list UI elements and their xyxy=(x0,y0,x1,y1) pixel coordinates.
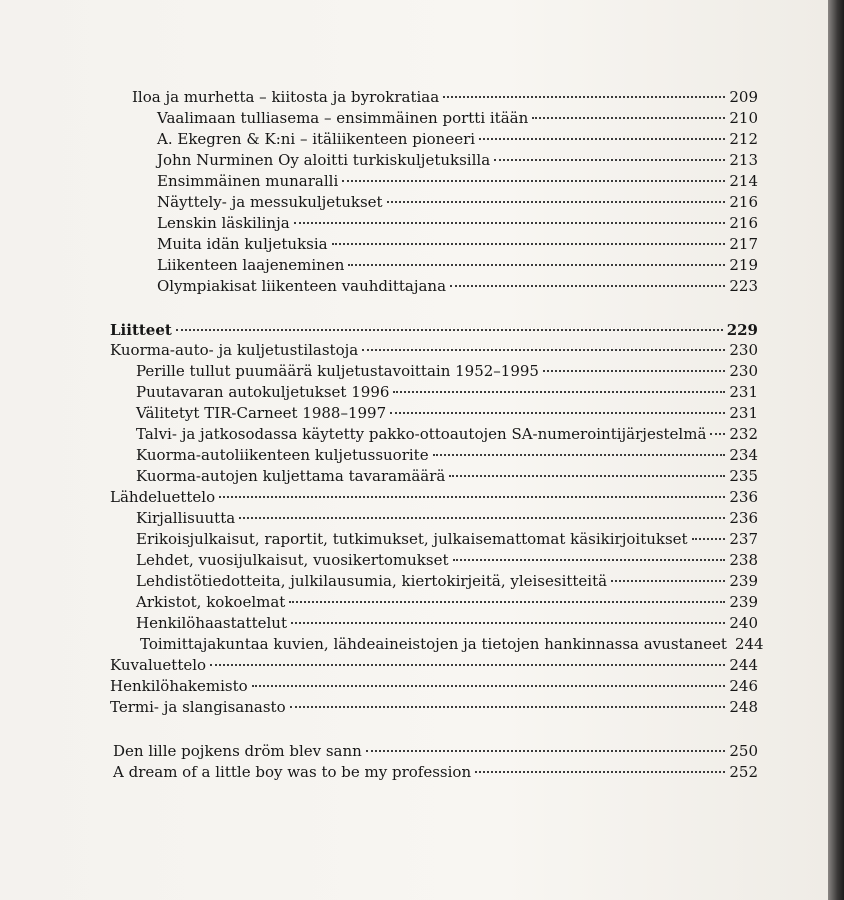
book-spine-edge xyxy=(828,0,844,900)
toc-entry[interactable] xyxy=(110,655,758,675)
toc-entry-page: 223 xyxy=(729,277,758,295)
toc-subentry[interactable] xyxy=(157,213,758,233)
toc-entry-page: 252 xyxy=(729,763,758,781)
toc-entry-page: 210 xyxy=(729,109,758,127)
toc-entry-title: Kirjallisuutta xyxy=(136,509,236,527)
toc-entry[interactable] xyxy=(110,340,758,360)
toc-entry-page: 231 xyxy=(729,404,758,422)
toc-entry[interactable] xyxy=(113,741,758,761)
toc-entry-page: 229 xyxy=(726,321,758,339)
toc-subentry[interactable] xyxy=(136,403,758,423)
toc-entry-title: Arkistot, kokoelmat xyxy=(136,593,286,611)
toc-entry-title: Kuvaluettelo xyxy=(110,656,207,674)
toc-entry-page: 236 xyxy=(729,509,758,527)
toc-subentry[interactable] xyxy=(157,171,758,191)
toc-subentry[interactable] xyxy=(157,150,758,170)
dot-leader xyxy=(362,349,725,351)
toc-entry-title: Lenskin läskilinja xyxy=(157,214,290,232)
toc-entry-page: 235 xyxy=(729,467,758,485)
toc-entry-page: 232 xyxy=(729,425,758,443)
toc-subentry[interactable] xyxy=(140,634,764,654)
toc-entry[interactable] xyxy=(132,87,758,107)
toc-appendix-heading[interactable] xyxy=(110,320,758,340)
dot-leader xyxy=(393,391,725,393)
toc-entry-page: 230 xyxy=(729,341,758,359)
toc-entry-page: 217 xyxy=(729,235,758,253)
toc-entry-title: Puutavaran autokuljetukset 1996 xyxy=(136,383,390,401)
toc-entry-title: Termi- ja slangisanasto xyxy=(110,698,286,716)
toc-entry[interactable] xyxy=(110,487,758,507)
toc-subentry[interactable] xyxy=(136,424,758,444)
dot-leader xyxy=(543,370,725,372)
toc-subentry[interactable] xyxy=(136,571,758,591)
toc-entry-title: Liikenteen laajeneminen xyxy=(157,256,345,274)
toc-entry-page: 239 xyxy=(729,593,758,611)
toc-entry[interactable] xyxy=(113,762,758,782)
dot-leader xyxy=(433,454,726,456)
toc-entry-title: Perille tullut puumäärä kuljetustavoittain 1952–1995 xyxy=(136,362,539,380)
dot-leader xyxy=(390,412,725,414)
toc-entry-page: 248 xyxy=(729,698,758,716)
toc-entry-page: 230 xyxy=(729,362,758,380)
dot-leader xyxy=(453,559,726,561)
toc-entry-page: 234 xyxy=(729,446,758,464)
toc-entry-page: 216 xyxy=(729,193,758,211)
toc-entry-title: Den lille pojkens dröm blev sann xyxy=(113,742,362,760)
toc-entry-page: 231 xyxy=(729,383,758,401)
toc-subentry[interactable] xyxy=(157,108,758,128)
dot-leader xyxy=(494,159,725,161)
toc-entry-page: 213 xyxy=(729,151,758,169)
dot-leader xyxy=(692,538,726,540)
dot-leader xyxy=(532,117,725,119)
toc-subentry[interactable] xyxy=(136,592,758,612)
toc-entry-title: Lähdeluettelo xyxy=(110,488,216,506)
toc-entry-title: Olympiakisat liikenteen vauhdittajana xyxy=(157,277,447,295)
toc-entry-title: Kuorma-autojen kuljettama tavaramäärä xyxy=(136,467,446,485)
toc-entry-title: Ensimmäinen munaralli xyxy=(157,172,339,190)
toc-entry-title: A dream of a little boy was to be my profession xyxy=(113,763,472,781)
toc-entry-page: 209 xyxy=(729,88,758,106)
toc-entry-title: Henkilöhaastattelut xyxy=(136,614,287,632)
toc-subentry[interactable] xyxy=(157,276,758,296)
dot-leader xyxy=(294,222,726,224)
toc-subentry[interactable] xyxy=(157,234,758,254)
dot-leader xyxy=(342,180,725,182)
toc-entry-title: Näyttely- ja messukuljetukset xyxy=(157,193,383,211)
toc-subentry[interactable] xyxy=(157,192,758,212)
toc-entry-title: Toimittajakuntaa kuvien, lähdeaineistojen ja tietojen hankinnassa avustaneet xyxy=(140,635,727,653)
toc-entry-page: 246 xyxy=(729,677,758,695)
toc-subentry[interactable] xyxy=(136,445,758,465)
toc-subentry[interactable] xyxy=(136,613,758,633)
toc-entry-title: Muita idän kuljetuksia xyxy=(157,235,328,253)
toc-entry-page: 214 xyxy=(729,172,758,190)
toc-entry-page: 237 xyxy=(729,530,758,548)
toc-entry-page: 240 xyxy=(729,614,758,632)
dot-leader xyxy=(332,243,726,245)
dot-leader xyxy=(252,685,726,687)
toc-entry-page: 250 xyxy=(729,742,758,760)
toc-entry-title: Henkilöhakemisto xyxy=(110,677,248,695)
dot-leader xyxy=(210,664,725,666)
toc-subentry[interactable] xyxy=(136,466,758,486)
toc-entry-title: A. Ekegren & K:ni – itäliikenteen pioneeri xyxy=(157,130,476,148)
toc-entry-title: Liitteet xyxy=(110,321,172,339)
toc-entry-title: Lehdistötiedotteita, julkilausumia, kiertokirjeitä, yleisesitteitä xyxy=(136,572,608,590)
toc-entry-page: 244 xyxy=(729,656,758,674)
dot-leader xyxy=(450,285,725,287)
toc-entry-title: Talvi- ja jatkosodassa käytetty pakko-ottoautojen SA-numerointijärjestelmä xyxy=(136,425,707,443)
toc-entry-page: 238 xyxy=(729,551,758,569)
dot-leader xyxy=(239,517,725,519)
toc-subentry[interactable] xyxy=(136,529,758,549)
toc-subentry[interactable] xyxy=(157,129,758,149)
dot-leader xyxy=(710,433,725,435)
toc-entry-title: Kuorma-autoliikenteen kuljetussuorite xyxy=(136,446,429,464)
dot-leader xyxy=(219,496,725,498)
dot-leader xyxy=(443,96,725,98)
toc-entry-title: Iloa ja murhetta – kiitosta ja byrokratiaa xyxy=(132,88,440,106)
toc-subentry[interactable] xyxy=(136,508,758,528)
dot-leader xyxy=(348,264,725,266)
toc-entry-title: Erikoisjulkaisut, raportit, tutkimukset, julkaisemattomat käsikirjoitukset xyxy=(136,530,688,548)
toc-entry-page: 244 xyxy=(734,635,764,653)
toc-subentry[interactable] xyxy=(136,382,758,402)
toc-entry[interactable] xyxy=(110,676,758,696)
toc-entry-page: 236 xyxy=(729,488,758,506)
toc-entry-title: John Nurminen Oy aloitti turkiskuljetuksilla xyxy=(157,151,491,169)
toc-entry-page: 219 xyxy=(729,256,758,274)
dot-leader xyxy=(366,750,726,752)
toc-entry-page: 212 xyxy=(729,130,758,148)
dot-leader xyxy=(291,622,725,624)
dot-leader xyxy=(479,138,725,140)
toc-entry-title: Kuorma-auto- ja kuljetustilastoja xyxy=(110,341,359,359)
toc-entry-page: 216 xyxy=(729,214,758,232)
toc-subentry[interactable] xyxy=(136,550,758,570)
dot-leader xyxy=(449,475,725,477)
toc-entry[interactable] xyxy=(110,697,758,717)
toc-subentry[interactable] xyxy=(157,255,758,275)
toc-entry-page: 239 xyxy=(729,572,758,590)
toc-entry-title: Lehdet, vuosijulkaisut, vuosikertomukset xyxy=(136,551,449,569)
dot-leader xyxy=(475,771,725,773)
toc-entry-title: Vaalimaan tulliasema – ensimmäinen portti itään xyxy=(157,109,529,127)
dot-leader xyxy=(387,201,726,203)
dot-leader xyxy=(290,706,726,708)
dot-leader xyxy=(176,329,723,331)
dot-leader xyxy=(289,601,725,603)
toc-subentry[interactable] xyxy=(136,361,758,381)
toc-entry-title: Välitetyt TIR-Carneet 1988–1997 xyxy=(136,404,387,422)
dot-leader xyxy=(611,580,725,582)
